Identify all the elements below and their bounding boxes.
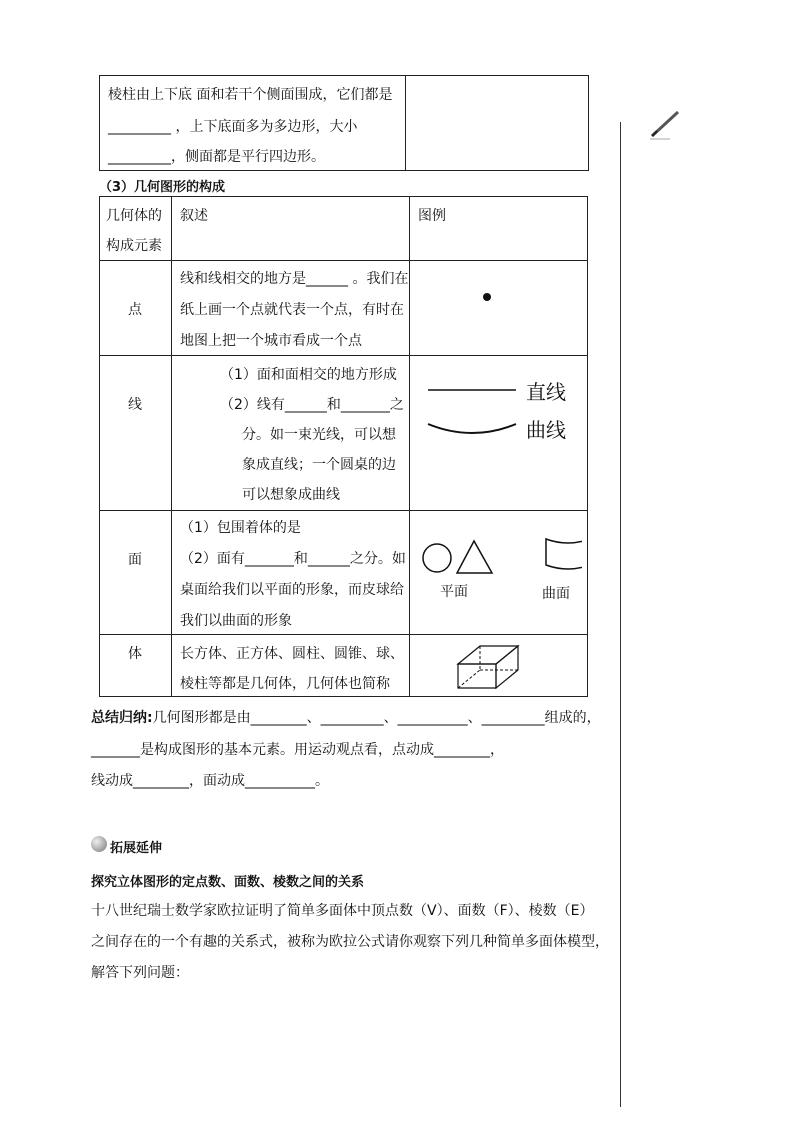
extension-para-2: 之间存在的一个有趣的关系式，被称为欧拉公式请你观察下列几种简单多面体模型， (91, 934, 609, 950)
header-elements (100, 197, 172, 261)
summary-line-3: 线动成________，面动成__________。 (91, 773, 329, 789)
point-desc-1: 线和线相交的地方是______ 。我们在 (180, 271, 409, 287)
prism-line-3: _________，侧面都是平行四边形。 (108, 149, 325, 165)
extension-subtitle: 探究立体图形的定点数、面数、棱数之间的关系 (91, 875, 365, 890)
line-desc-2: （2）线有______和_______之 (220, 397, 404, 413)
summary-line-2: _______是构成图形的基本元素。用运动观点看，点动成________， (91, 742, 504, 758)
face-illustrations (422, 535, 582, 585)
line-desc-1: （1）面和面相交的地方形成 (220, 367, 397, 383)
row-solid-label: 体 (128, 646, 142, 662)
cuboid-illustration (454, 640, 524, 692)
circle-shape (423, 544, 451, 572)
solid-desc-2: 棱柱等都是几何体，几何体也简称 (180, 676, 390, 692)
straight-line-label: 直线 (526, 380, 566, 404)
geometry-table (99, 196, 588, 697)
prism-description-cell (100, 76, 406, 171)
row-line-label: 线 (128, 397, 142, 413)
line-illustrations (424, 378, 520, 440)
line-desc-5: 可以想象成曲线 (242, 487, 340, 503)
header-col1-line2: 构成元素 (106, 238, 162, 254)
header-description (172, 197, 410, 261)
point-desc-3: 地图上把一个城市看成一个点 (180, 333, 362, 349)
row-solid (100, 635, 588, 697)
extension-title: 拓展延伸 (110, 841, 163, 856)
extension-bullet-icon (91, 836, 107, 852)
summary-label: 总结归纳: (91, 710, 153, 726)
line-desc-4: 象成直线；一个圆桌的边 (242, 457, 396, 473)
curved-surface-label: 曲面 (542, 586, 570, 602)
margin-rule (620, 122, 621, 1107)
point-desc-2: 纸上画一个点就代表一个点，有时在 (180, 302, 404, 318)
row-face-label: 面 (128, 552, 142, 568)
extension-para-1: 十八世纪瑞士数学家欧拉证明了简单多面体中顶点数（V）、面数（F）、棱数（E） (91, 903, 594, 919)
header-legend (410, 197, 588, 261)
row-point (100, 261, 588, 356)
prism-empty-cell (406, 76, 589, 171)
prism-line-2: _________ ，上下底面多为多边形，大小 (108, 119, 358, 135)
solid-desc-1: 长方体、正方体、圆柱、圆锥、球、 (180, 646, 404, 662)
prism-line-1: 棱柱由上下底 面和若干个侧面围成，它们都是 (108, 87, 393, 103)
face-desc-4: 我们以曲面的形象 (180, 613, 292, 629)
pen-icon (648, 108, 682, 140)
curved-surface-shape (546, 539, 582, 569)
row-face (100, 511, 588, 635)
summary-line-1 (91, 707, 601, 727)
face-desc-3: 桌面给我们以平面的形象，而皮球给 (180, 582, 404, 598)
triangle-shape (457, 541, 492, 573)
prism-table (99, 75, 589, 171)
face-desc-1: （1）包围着体的是 (180, 520, 301, 536)
summary-text-1: 几何图形都是由________、_________、__________、_________组成的， (152, 710, 601, 726)
curved-line-label: 曲线 (526, 418, 566, 442)
header-col2: 叙述 (180, 208, 208, 224)
header-col3: 图例 (418, 208, 446, 224)
header-col1-line1: 几何体的 (106, 208, 162, 224)
extension-para-3: 解答下列问题： (91, 965, 189, 981)
flat-surface-label: 平面 (440, 584, 468, 600)
curved-line-shape (428, 424, 516, 433)
row-point-label: 点 (128, 302, 142, 318)
row-line (100, 356, 588, 511)
section-3-title: （3）几何图形的构成 (99, 180, 226, 195)
line-desc-3: 分。如一束光线，可以想 (242, 427, 396, 443)
point-dot (483, 293, 491, 301)
face-desc-2: （2）面有_______和______之分。如 (180, 551, 406, 567)
